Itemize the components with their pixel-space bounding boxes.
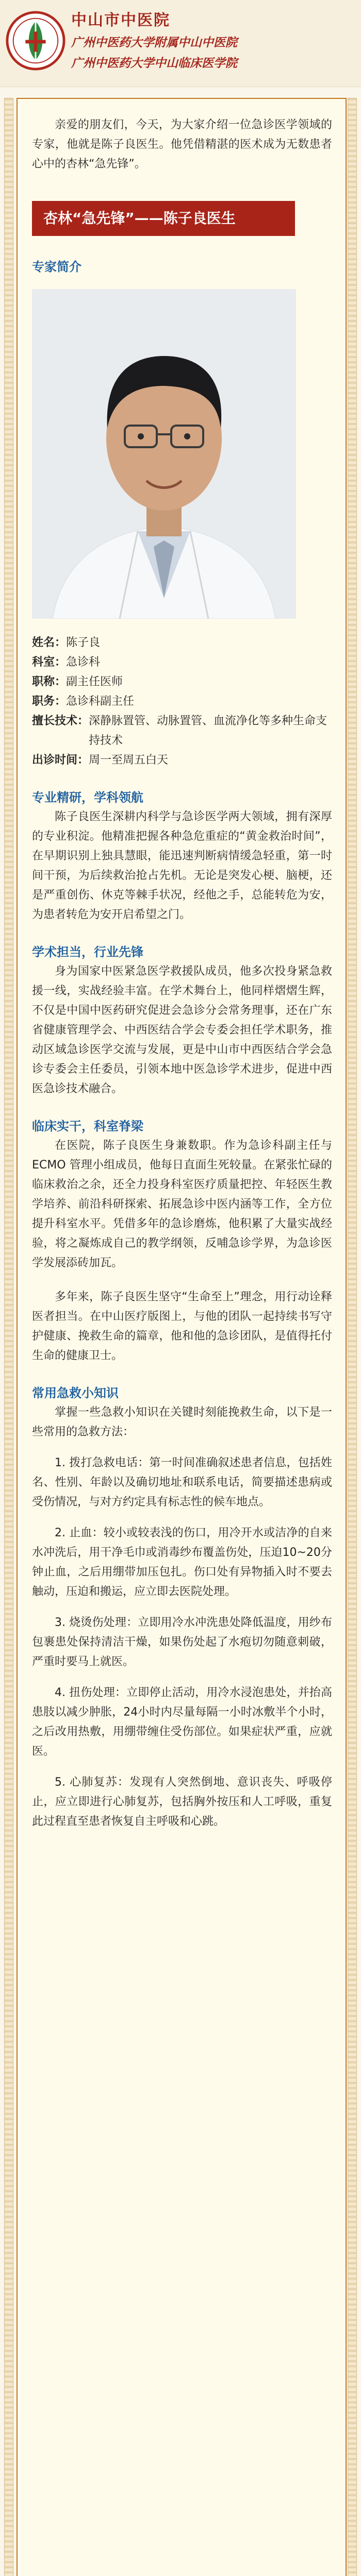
doctor-photo	[32, 289, 296, 619]
profile-row-name	[32, 633, 332, 653]
left-border-decoration	[4, 98, 13, 2576]
profile-value: 周一至周五白天	[89, 754, 169, 767]
profile-key: 职务：	[32, 695, 67, 708]
first-aid-tip: 3. 烧烫伤处理：立即用冷水冲洗患处降低温度，用纱布包裹患处保持清洁干燥，如果伤处起了水疱切勿随意刺破，严重时要马上就医。	[32, 1616, 332, 1668]
section-heading-academic: 学术担当，行业先锋	[32, 945, 143, 959]
profile-value: 急诊科副主任	[66, 695, 135, 708]
doctor-portrait-image	[32, 289, 296, 619]
profile-key: 职称：	[32, 675, 67, 688]
profile-key: 擅长技术：	[32, 715, 89, 727]
title-banner: 杏林“急先锋”——陈子良医生	[32, 201, 295, 236]
profile-value: 副主任医师	[66, 675, 123, 688]
profile-key: 姓名：	[32, 636, 67, 649]
hospital-affiliation-2: 广州中医药大学中山临床医学院	[71, 56, 237, 70]
profile-value: 深静脉置管、动脉置管、血流净化等多种生命支持技术	[89, 715, 327, 747]
hospital-name: 中山市中医院	[71, 11, 170, 29]
profile-row-title	[32, 672, 332, 692]
hospital-affiliation-1: 广州中医药大学附属中山中医院	[71, 36, 237, 49]
first-aid-tip: 5. 心肺复苏：发现有人突然倒地、意识丧失、呼吸停止，应立即进行心肺复苏，包括胸外按压和人工呼吸，重复此过程直至患者恢复自主呼吸和心跳。	[32, 1776, 332, 1828]
right-border-decoration	[348, 98, 357, 2576]
profile-value: 陈子良	[66, 636, 101, 649]
first-aid-tip: 1. 拨打急救电话：第一时间准确叙述患者信息，包括姓名、性别、年龄以及确切地址和联系电话，简要描述患病或受伤情况，与对方约定具有标志性的候车地点。	[32, 1456, 332, 1509]
profile-row-department	[32, 653, 332, 672]
profile-key: 出诊时间：	[32, 754, 89, 767]
section-paragraph: 掌握一些急救小知识在关键时刻能挽救生命，以下是一些常用的急救方法：	[32, 1406, 332, 1438]
section-paragraph: 陈子良医生深耕内科学与急诊医学两大领域，拥有深厚的专业积淀。他精准把握各种急危重症的“黄金救治时间”，在早期识别上独具慧眼，能迅速判断病情缓急轻重，第一时间干预，为后续救治抢占先机。无论是突发心梗、脑梗，还是严重创伤、休克等棘手状况，经他之手，总能转危为安，为患者转危为安开启希望之门。	[32, 810, 332, 921]
profile-row-expertise	[32, 711, 332, 751]
section-heading-first-aid: 常用急救小知识	[32, 1386, 119, 1400]
profile-row-position	[32, 692, 332, 711]
first-aid-tip: 4. 扭伤处理：立即停止活动，用冷水浸泡患处，并抬高患肢以减少肿胀，24小时内尽量每隔一小时冰敷半个小时，之后改用热敷，用绷带缠住受伤部位。如果症状严重，应就医。	[32, 1686, 332, 1758]
profile-row-hours	[32, 751, 332, 770]
intro-paragraph: 亲爱的朋友们，今天，为大家介绍一位急诊医学领域的专家，他就是陈子良医生。他凭借精湛的医术成为无数患者心中的杏林“急先锋”。	[32, 118, 332, 171]
section-paragraph: 多年来，陈子良医生坚守“生命至上”理念，用行动诠释医者担当。在中山医疗版图上，与他的团队一起持续书写守护健康、挽救生命的篇章，他和他的急诊团队，是值得托付生命的健康卫士。	[32, 1291, 332, 1362]
profile-value: 急诊科	[66, 656, 101, 669]
profile-info	[32, 633, 332, 770]
section-paragraph: 在医院，陈子良医生身兼数职。作为急诊科副主任与 ECMO 管理小组成员，他每日直面生死较量。在紧张忙碌的临床救治之余，还全力投身科室医疗质量把控、年轻医生教学培养、前沿科研探索、拓展急诊中医内涵等工作，全方位提升科室水平。凭借多年的急诊磨炼，他积累了大量实战经验，将之凝炼成自己的教学纲领，反哺急诊学界，为急诊医学发展添砖加瓦。	[32, 1139, 332, 1269]
profile-key: 科室：	[32, 656, 67, 669]
hospital-logo	[5, 10, 66, 71]
section-paragraph: 身为国家中医紧急医学救援队成员，他多次投身紧急救援一线，实战经验丰富。在学术舞台上，他同样熠熠生辉，不仅是中国中医药研究促进会急诊分会常务理事，还在广东省健康管理学会、中西医结合学会专委会担任学术职务，推动区域急诊医学交流与发展，更是中山市中西医结合学会急诊专委会主任委员，引领本地中医急诊学术进步，促进中西医急诊技术融合。	[32, 965, 332, 1095]
first-aid-tip: 2. 止血：较小或较表浅的伤口，用冷开水或洁净的自来水冲洗后，用干净毛巾或消毒纱布覆盖伤处，压迫10~20分钟止血，之后用绷带加压包扎。伤口处有异物插入时不要去触动，压迫和搬运，应立即去医院处理。	[32, 1527, 332, 1598]
section-heading-clinical: 临床实干，科室脊梁	[32, 1119, 143, 1133]
profile-heading: 专家简介	[32, 260, 81, 274]
section-heading-expertise: 专业精研，学科领航	[32, 790, 143, 805]
article-content	[32, 103, 332, 1832]
hospital-header	[0, 0, 361, 87]
